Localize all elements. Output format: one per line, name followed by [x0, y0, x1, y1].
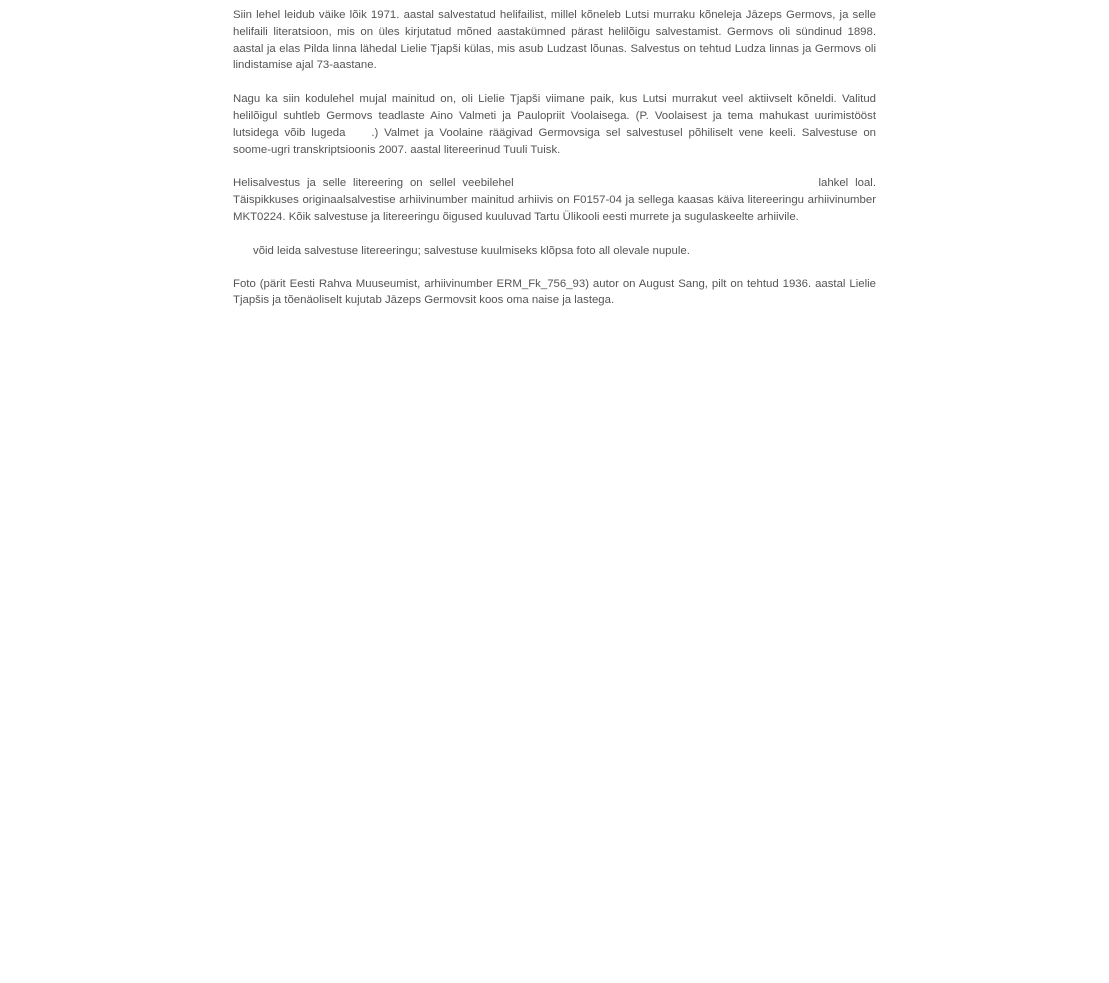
intro-paragraph: Siin lehel leidub väike lõik 1971. aastal salvestatud helifailist, millel kõneleb Lutsi murraku kõneleja Jāzeps Germovs, ja selle helifaili literatsioon, mis on üles kirjutatud mõned aastakümned pärast helilõigu salvestamist. Germovs oli sündinud 1898. aastal ja elas Pilda linna lähedal Lielie Tjapši külas, mis asub Ludzast lõunas. Salvestus on tehtud Ludza linnas ja Germovs oli lindistamise ajal 73-aastane.	[233, 9, 876, 72]
transcript-text: võid leida salvestuse litereeringu; salvestuse kuulmiseks klõpsa foto all olevale nupule.	[253, 244, 690, 257]
context-text-start: Nagu ka siin kodulehel mujal mainitud on, oli Lielie Tjapši viimane paik, kus Lutsi murrakut veel aktiivselt kõneldi. Valitud helilõigul suhtleb Germovs teadlaste Aino Valmeti ja Paulopriit Voolaisega. (P. Voolaisest ja tema mahukast uurimistööst lutsidega võib lugeda	[233, 93, 876, 139]
rights-text-start: Helisalvestus ja selle litereering on sellel veebilehel	[233, 177, 514, 190]
photo-caption-paragraph: Foto (pärit Eesti Rahva Muuseumist, arhiivinumber ERM_Fk_756_93) autor on August Sang, pilt on tehtud 1936. aastal Lielie Tjapšis ja tõenäoliselt kujutab Jāzeps Germovsit koos oma naise ja lastega.	[233, 277, 876, 307]
rights-paragraph	[233, 175, 876, 225]
context-paragraph	[233, 91, 876, 158]
rights-text-end: lahkel loal. Täispikkuses originaalsalvestise arhiivinumber mainitud arhiivis on F0157-04 ja sellega kaasas käiva litereeringu arhiivinumber MKT0224. Kõik salvestuse ja litereeringu õigused kuuluvad Tartu Ülikooli eesti murrete ja sugulaskeelte arhiivile.	[233, 177, 876, 223]
transcript-paragraph	[233, 243, 876, 260]
article-body	[233, 7, 876, 326]
context-text-end: .) Valmet ja Voolaine räägivad Germovsiga sel salvestusel põhiliselt vene keeli. Salvestuse on soome-ugri transkriptsioonis 2007. aastal litereerinud Tuuli Tuisk.	[233, 126, 876, 156]
